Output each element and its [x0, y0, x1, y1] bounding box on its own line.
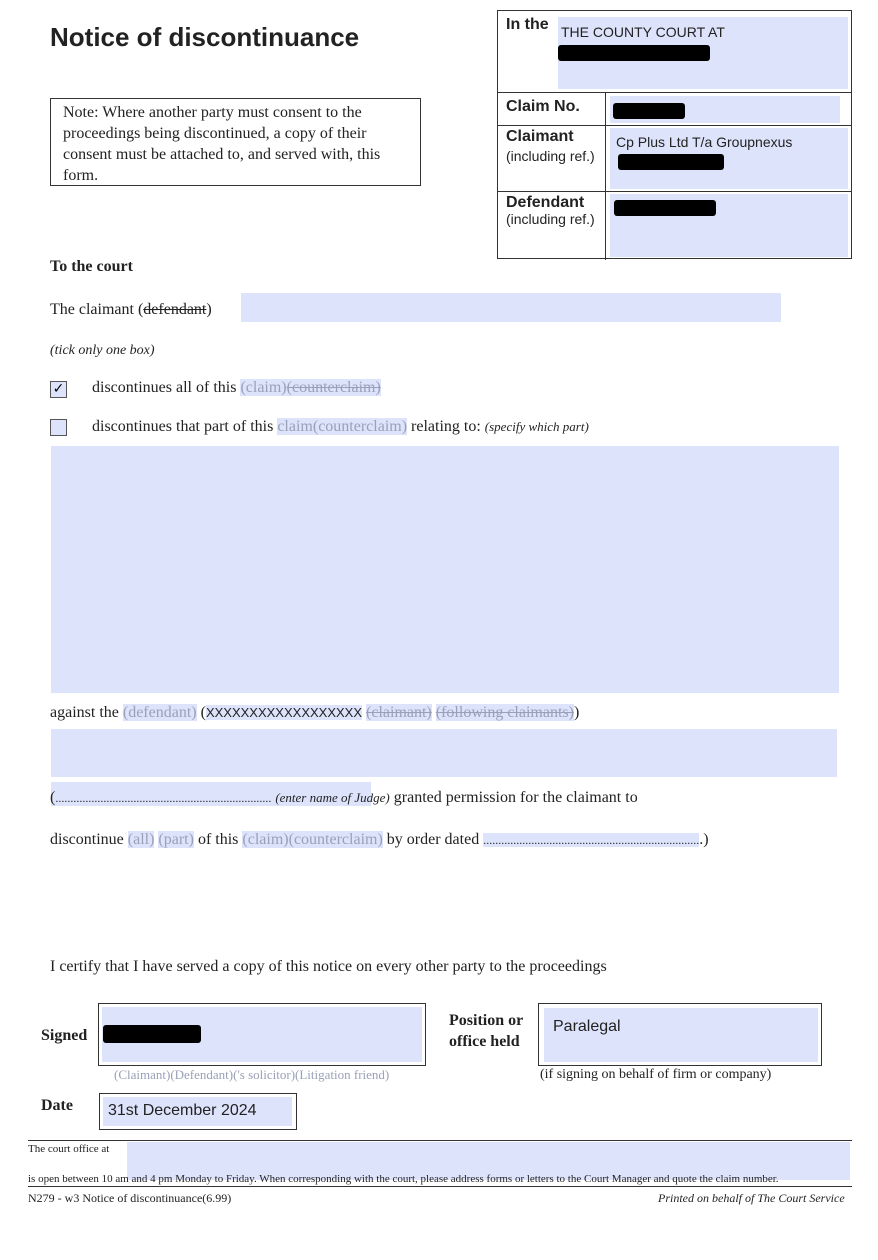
discontinue-part-text: discontinues that part of this	[92, 418, 274, 435]
discontinue-all-line	[92, 379, 381, 397]
order-date-field[interactable]: ........................................................................	[483, 833, 700, 847]
judge-line	[50, 789, 638, 807]
date-field[interactable]	[103, 1097, 292, 1126]
position-label	[449, 1010, 523, 1052]
claimant-value: Cp Plus Ltd T/a Groupnexus	[616, 134, 793, 150]
defendant-struck: defendant	[143, 301, 207, 318]
redacted-claim-number	[613, 103, 685, 119]
in-the-label: In the	[506, 16, 549, 33]
claimant-line	[50, 301, 212, 319]
claimant-sub-label: (including ref.)	[506, 148, 595, 164]
date-value: 31st December 2024	[108, 1102, 257, 1119]
court-name-field[interactable]	[558, 17, 848, 89]
certify-statement: I certify that I have served a copy of this notice on every other party to the proceedings	[50, 958, 607, 975]
against-defendant-option[interactable]: (defendant)	[122, 704, 197, 721]
signature-field[interactable]	[102, 1007, 422, 1062]
footer-rule-bottom	[28, 1186, 852, 1187]
redacted-signature	[103, 1025, 201, 1043]
redacted-claimant-ref	[618, 154, 724, 170]
order-by-text: by order dated	[386, 831, 480, 848]
signature-box	[98, 1003, 426, 1066]
claimant-field[interactable]	[610, 128, 848, 189]
order-of-this: of this	[197, 831, 239, 848]
to-court-heading: To the court	[50, 258, 133, 275]
relating-to-text: relating to:	[411, 418, 481, 435]
consent-note: Note: Where another party must consent to the proceedings being discontinued, a copy of their consent must be attached to, and served with, this form.	[50, 98, 421, 186]
part-counterclaim-option[interactable]: (counterclaim)	[312, 418, 408, 435]
court-office-label: The court office at	[28, 1143, 110, 1155]
judge-open-paren: (	[50, 789, 56, 806]
defendant-field[interactable]	[610, 194, 848, 257]
claimant-suffix: )	[206, 301, 212, 318]
judge-dots: ........................................................................	[55, 791, 272, 805]
order-counterclaim-option[interactable]: (counterclaim)	[288, 831, 383, 848]
against-following-option[interactable]: (following claimants)	[435, 704, 574, 721]
all-counterclaim-option[interactable]: (counterclaim)	[286, 379, 381, 396]
date-box	[99, 1093, 297, 1130]
redacted-court-location	[558, 45, 710, 61]
claim-no-label: Claim No.	[506, 98, 580, 115]
against-details-field[interactable]	[51, 729, 837, 777]
page-title: Notice of discontinuance	[50, 22, 360, 52]
claimant-prefix: The claimant (	[50, 301, 144, 318]
specify-hint: (specify which part)	[484, 419, 589, 434]
tick-hint: (tick only one box)	[50, 343, 155, 358]
judge-hint: (enter name of Judge)	[275, 790, 390, 805]
opening-hours-text: is open between 10 am and 4 pm Monday to Friday. When corresponding with the court, please address forms or letters to the Court Manager and quote the claim number.	[28, 1173, 779, 1185]
discontinue-part-line	[92, 418, 589, 436]
order-line	[50, 831, 709, 849]
against-party-name[interactable]: XXXXXXXXXXXXXXXXXX	[205, 705, 363, 720]
discontinue-part-checkbox[interactable]	[50, 419, 67, 436]
signed-label: Signed	[41, 1027, 88, 1044]
against-line	[50, 704, 579, 722]
judge-permission-text: granted permission for the claimant to	[393, 789, 638, 806]
position-box	[538, 1003, 822, 1066]
claimant-label: Claimant	[506, 128, 574, 145]
against-open-paren: (	[200, 704, 206, 721]
part-claim-option[interactable]: claim	[277, 418, 313, 435]
position-value: Paralegal	[553, 1018, 621, 1035]
order-part-option[interactable]: (part)	[158, 831, 194, 848]
against-claimant-option[interactable]: (claimant)	[366, 704, 432, 721]
position-label-line1: Position or	[449, 1012, 524, 1029]
position-label-line2: office held	[449, 1033, 520, 1050]
claim-no-field[interactable]	[610, 96, 840, 123]
position-field[interactable]	[544, 1008, 818, 1062]
court-name-value: THE COUNTY COURT AT	[561, 24, 725, 40]
signed-role-options[interactable]: (Claimant)(Defendant)('s solicitor)(Litigation friend)	[114, 1067, 390, 1082]
defendant-sub-label: (including ref.)	[506, 211, 595, 227]
discontinue-all-text: discontinues all of this	[92, 379, 237, 396]
part-details-field[interactable]	[51, 446, 839, 693]
against-prefix: against the	[50, 704, 119, 721]
order-close: .)	[699, 831, 709, 848]
printed-by: Printed on behalf of The Court Service	[658, 1191, 845, 1205]
form-code: N279 - w3 Notice of discontinuance(6.99)	[28, 1191, 232, 1205]
all-claim-option[interactable]: (claim)	[240, 379, 287, 396]
footer-rule-top	[28, 1140, 852, 1141]
order-all-option[interactable]: (all)	[127, 831, 155, 848]
discontinue-all-checkbox[interactable]: ✓	[50, 381, 67, 398]
against-close-paren: )	[573, 704, 580, 721]
order-prefix: discontinue	[50, 831, 124, 848]
redacted-defendant-name	[614, 200, 716, 216]
position-hint: (if signing on behalf of firm or company)	[540, 1067, 772, 1082]
date-label: Date	[41, 1097, 73, 1114]
order-claim-option[interactable]: (claim)	[242, 831, 289, 848]
court-header-box	[497, 10, 852, 259]
claimant-name-field[interactable]	[241, 293, 781, 322]
defendant-label: Defendant	[506, 194, 585, 211]
